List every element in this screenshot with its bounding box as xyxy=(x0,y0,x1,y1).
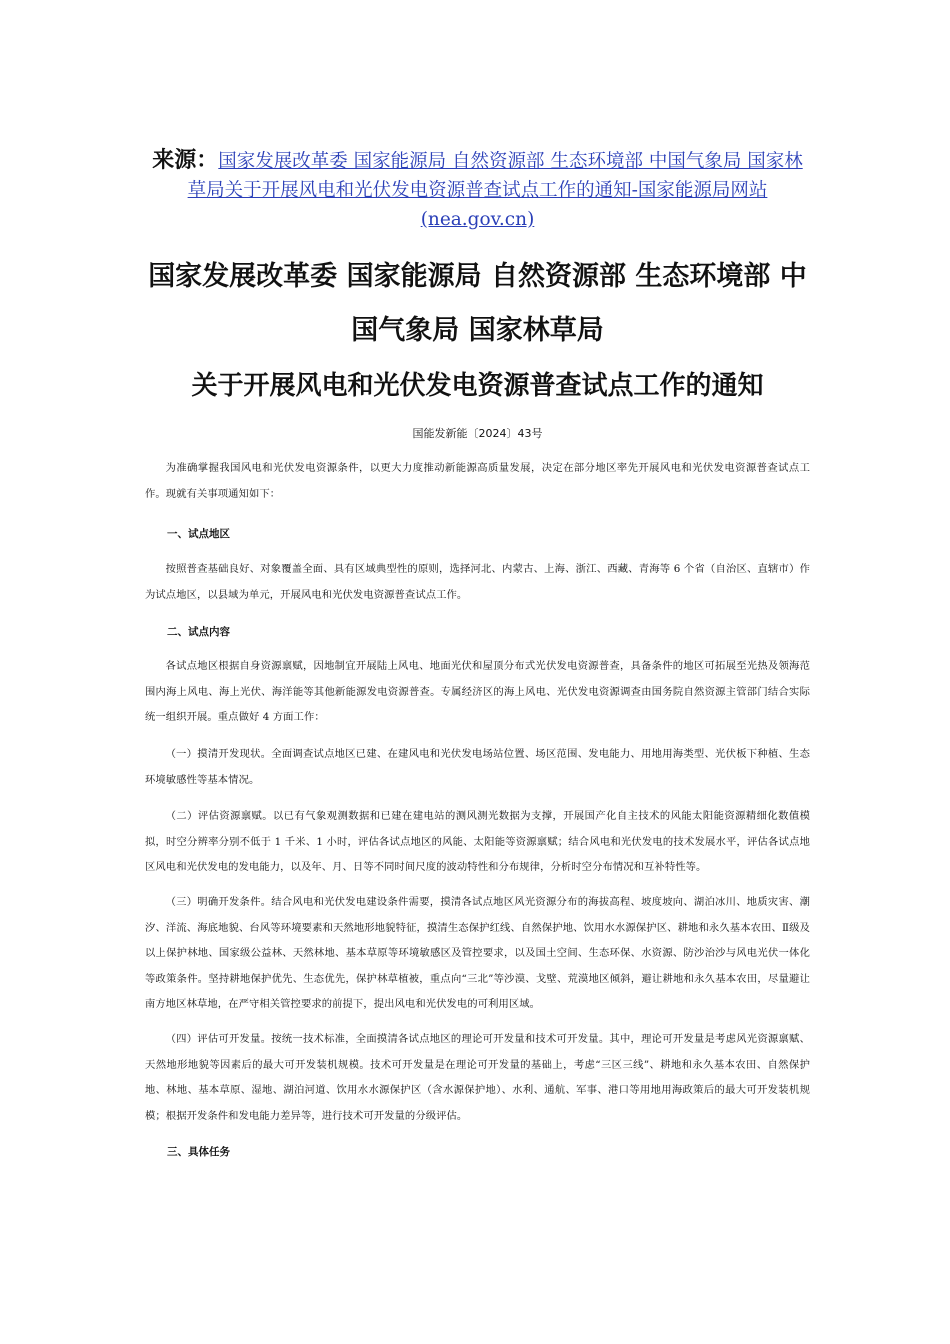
item-4-paragraph: （四）评估可开发量。按统一技术标准，全面摸清各试点地区的理论可开发量和技术可开发量。其中，理论可开发量是考虑风光资源禀赋、天然地形地貌等因素后的最大可开发装机规模。技术可开发量是在理论可开发量的基础上，考虑“三区三线”、耕地和永久基本农田、自然保护地、林地、基本草原、湿地、湖泊河道、饮用水水源保护区（含水源保护地）、水利、通航、军事、港口等用地用海政策后的最大可开发装机规模；根据开发条件和发电能力差异等，进行技术可开发量的分级评估。 xyxy=(145,1033,810,1122)
source-line xyxy=(145,146,810,234)
title-line-1: 国家发展改革委 国家能源局 自然资源部 生态环境部 中 xyxy=(148,261,807,292)
source-label: 来源： xyxy=(152,147,219,173)
document-title xyxy=(145,250,810,358)
section-1-heading: 一、试点地区 xyxy=(167,528,230,540)
title-line-2: 国气象局 国家林草局 xyxy=(351,315,604,346)
item-2-paragraph: （二）评估资源禀赋。以已有气象观测数据和已建在建电站的测风测光数据为支撑，开展国产化自主技术的风能太阳能资源精细化数值模拟，时空分辨率分别不低于 1 千米、1 小时，评估各试点地区的风能、太阳能等资源禀赋；结合风电和光伏发电的技术发展水平，评估各试点地区风电和光伏发电的发电能力，以及年、月、日等不同时间尺度的波动特性和分布规律，分析时空分布情况和互补特性等。 xyxy=(145,810,810,873)
section-1-paragraph: 按照普查基础良好、对象覆盖全面、具有区域典型性的原则，选择河北、内蒙古、上海、浙江、西藏、青海等 6 个省（自治区、直辖市）作为试点地区，以县域为单元，开展风电和光伏发电资源普查试点工作。 xyxy=(145,563,810,601)
item-1-paragraph: （一）摸清开发现状。全面调查试点地区已建、在建风电和光伏发电场站位置、场区范围、发电能力、用地用海类型、光伏板下种植、生态环境敏感性等基本情况。 xyxy=(145,748,810,786)
section-3-heading: 三、具体任务 xyxy=(167,1146,230,1158)
document-subtitle: 关于开展风电和光伏发电资源普查试点工作的通知 xyxy=(191,371,764,401)
intro-paragraph: 为准确掌握我国风电和光伏发电资源条件，以更大力度推动新能源高质量发展，决定在部分地区率先开展风电和光伏发电资源普查试点工作。现就有关事项通知如下： xyxy=(145,462,810,500)
item-3-paragraph: （三）明确开发条件。结合风电和光伏发电建设条件需要，摸清各试点地区风光资源分布的海拔高程、坡度坡向、湖泊冰川、地质灾害、潮汐、洋流、海底地貌、台风等环境要素和天然地形地貌特征，摸清生态保护红线、自然保护地、饮用水水源保护区、耕地和永久基本农田、Ⅱ级及以上保护林地、国家级公益林、天然林地、基本草原等环境敏感区及管控要求，以及国土空间、生态环保、水资源、防沙治沙与风电光伏一体化等政策条件。坚持耕地保护优先、生态优先，保护林草植被，重点向“三北”等沙漠、戈壁、荒漠地区倾斜，避让耕地和永久基本农田，尽量避让南方地区林草地，在严守相关管控要求的前提下，提出风电和光伏发电的可利用区域。 xyxy=(145,896,810,1010)
document-number: 国能发新能〔2024〕43号 xyxy=(412,427,543,440)
section-2-heading: 二、试点内容 xyxy=(167,626,230,638)
source-link[interactable]: 国家发展改革委 国家能源局 自然资源部 生态环境部 中国气象局 国家林草局关于开展风电和光伏发电资源普查试点工作的通知-国家能源局网站(nea.gov.cn) xyxy=(187,151,803,230)
section-2-paragraph: 各试点地区根据自身资源禀赋，因地制宜开展陆上风电、地面光伏和屋顶分布式光伏发电资源普查，具备条件的地区可拓展至光热及领海范围内海上风电、海上光伏、海洋能等其他新能源发电资源普查。专属经济区的海上风电、光伏发电资源调查由国务院自然资源主管部门结合实际统一组织开展。重点做好 4 方面工作： xyxy=(145,660,810,723)
